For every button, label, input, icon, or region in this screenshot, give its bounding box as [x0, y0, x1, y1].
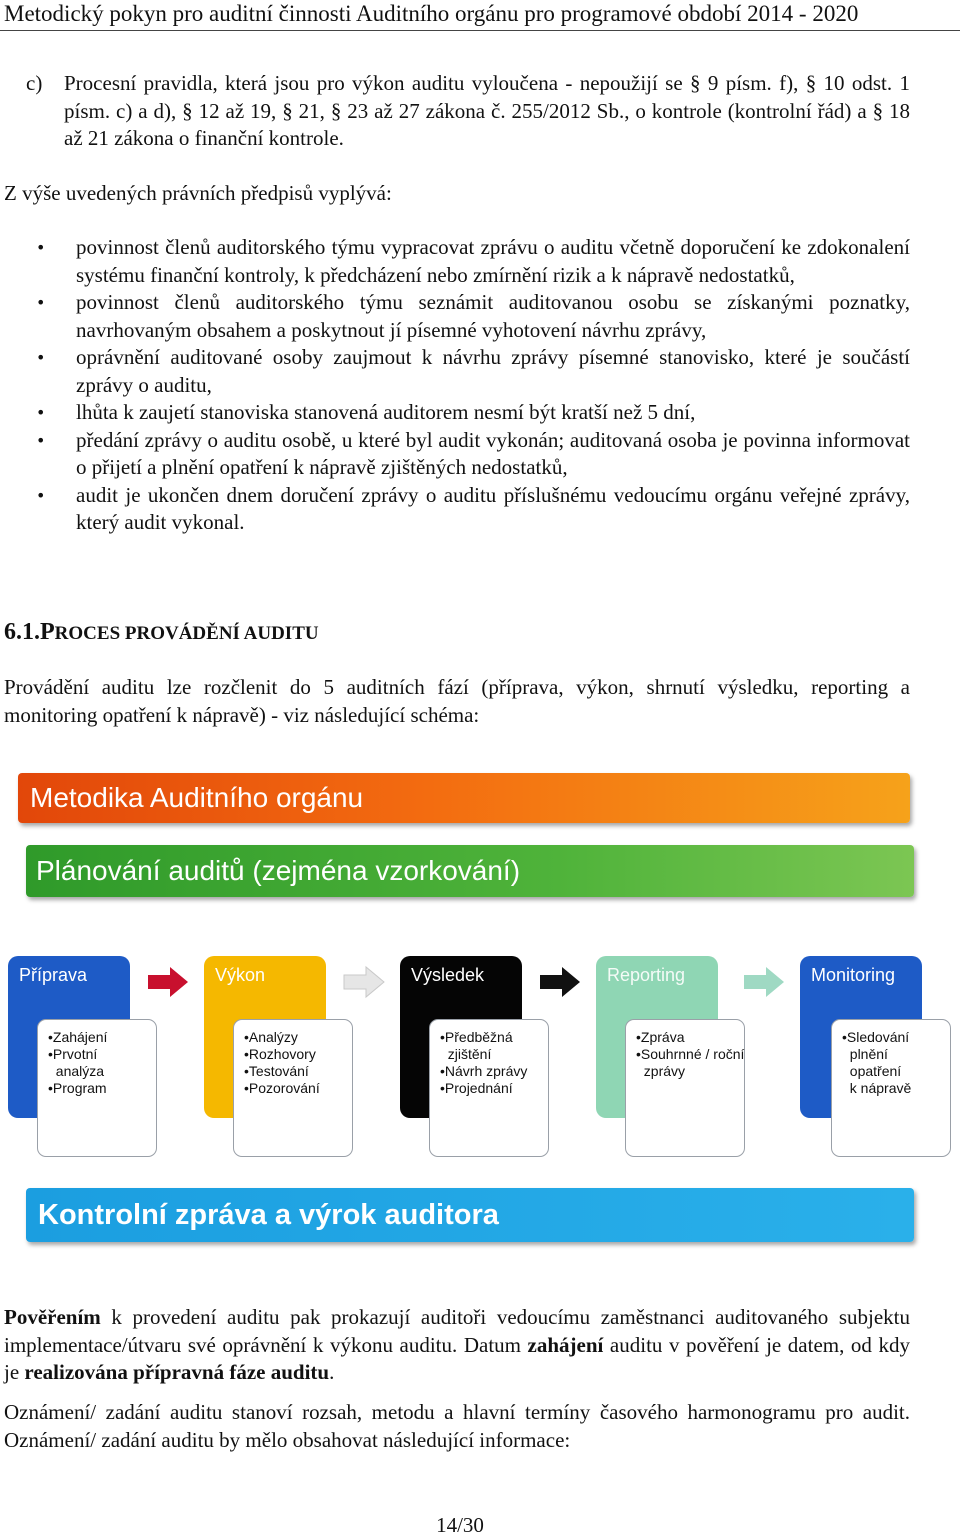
banner-planning — [26, 845, 914, 897]
intro-paragraph: Z výše uvedených právních předpisů vyplývá: — [4, 181, 392, 205]
bullet-icon: • — [36, 485, 46, 505]
header-title: Metodický pokyn pro auditní činnosti Auditního orgánu pro programové období 2014 - 2020 — [4, 1, 859, 26]
item-label: c) — [26, 71, 43, 95]
section-title-rest: ROCES PROVÁDĚNÍ AUDITU — [54, 623, 319, 644]
list-item — [0, 482, 910, 537]
bold-term: Pověřením — [4, 1305, 101, 1329]
bold-term: realizována přípravná fáze auditu — [24, 1360, 330, 1384]
list-item-text: lhůta k zaujetí stanoviska stanovená auditorem nesmí být kratší než 5 dní, — [76, 400, 696, 424]
phase-detail-item: analýza — [48, 1063, 105, 1079]
phase-detail-item: •Zpráva — [636, 1029, 685, 1045]
banner-report — [26, 1188, 914, 1242]
phase-detail-item: •Souhrnné / roční — [636, 1046, 745, 1062]
page-header — [0, 0, 960, 31]
bullet-icon: • — [36, 403, 46, 422]
phase-detail-monitoring — [831, 1019, 951, 1157]
procedure-item-c — [26, 70, 910, 153]
list-item — [0, 289, 910, 344]
phase-title: Příprava — [19, 965, 88, 985]
banner-report-label: Kontrolní zpráva a výrok auditora — [38, 1198, 499, 1231]
phase-detail-item: •Projednání — [440, 1080, 513, 1096]
arrow-right-icon — [146, 965, 190, 999]
phase-detail-item: •Předběžná — [440, 1029, 513, 1045]
phase-detail-item: •Prvotní — [48, 1046, 98, 1062]
list-item — [0, 399, 910, 427]
phase-title: Monitoring — [811, 965, 896, 985]
phase-title: Výkon — [215, 965, 266, 985]
phase-detail-priprava — [37, 1019, 157, 1157]
list-item — [0, 427, 910, 482]
phase-detail-item: •Zahájení — [48, 1029, 108, 1045]
phase-detail-item: opatření — [842, 1063, 902, 1079]
banner-planning-label: Plánování auditů (zejména vzorkování) — [36, 855, 521, 886]
phase-detail-vykon — [233, 1019, 353, 1157]
banner-methodology — [18, 773, 910, 823]
phase-detail-reporting — [625, 1019, 745, 1157]
phase-detail-item: k nápravě — [842, 1080, 912, 1096]
item-text: Procesní pravidla, která jsou pro výkon auditu vyloučena - nepoužijí se § 9 písm. f), § 10 odst. 1 písm. c) a d), § 12 až 19, § 21, § 23 až 27 zákona č. 255/2012 Sb., o kontrole (kontrolní řád) a § 18 až 21 zákona o finanční kontrole. — [64, 71, 910, 150]
phase-detail-item: zjištění — [440, 1046, 492, 1062]
phase-detail-item: •Analýzy — [244, 1029, 298, 1045]
phase-detail-vysledek — [429, 1019, 549, 1157]
section-title-initial: P — [40, 619, 55, 645]
phase-detail-item: •Návrh zprávy — [440, 1063, 528, 1079]
page-number: 14/30 — [436, 1513, 484, 1537]
phase-title: Výsledek — [411, 965, 485, 985]
bold-term: zahájení — [527, 1332, 604, 1357]
phase-detail-item: •Rozhovory — [244, 1046, 316, 1062]
list-item — [0, 234, 910, 289]
list-item-text: povinnost členů auditorského týmu vypracovat zprávu o auditu včetně doporučení ke zdokonalení systému finanční kontroly, k předcházení nebo zmírnění rizik a k nápravě nedostatků, — [76, 235, 910, 287]
text-run: k provedení auditu pak prokazují auditoři vedoucímu zaměstnanci auditovaného subjektu implementace/útvaru své oprávnění k výkonu auditu. Datum — [4, 1305, 910, 1357]
list-item-text: audit je ukončen dnem doručení zprávy o auditu příslušnému vedoucímu orgánu veřejné zprávy, který audit vykonal. — [76, 482, 910, 534]
notification-paragraph: Oznámení/ zadání auditu stanoví rozsah, metodu a hlavní termíny časového harmonogramu pro audit. Oznámení/ zadání auditu by mělo obsahovat následující informace: — [4, 1400, 910, 1452]
phase-detail-item: •Testování — [244, 1063, 309, 1079]
bullet-icon: • — [36, 293, 46, 312]
text-run: . — [329, 1360, 335, 1384]
section-number: 6.1. — [4, 619, 40, 645]
arrow-right-icon — [742, 965, 786, 999]
arrow-right-icon — [538, 965, 582, 999]
bullet-icon: • — [36, 348, 46, 367]
bullet-icon: • — [36, 238, 46, 257]
list-item-text: oprávnění auditované osoby zaujmout k návrhu zprávy písemné stanovisko, které je součástí zprávy o auditu, — [76, 345, 910, 397]
banner-methodology-label: Metodika Auditního orgánu — [30, 782, 364, 813]
phase-detail-item: •Program — [48, 1080, 107, 1096]
section-heading — [4, 617, 319, 649]
phase-detail-item: •Sledování — [842, 1029, 910, 1045]
phase-detail-item: zprávy — [636, 1063, 686, 1079]
text-run: auditu v pověření je datem, od kdy je — [4, 1332, 910, 1384]
list-item — [0, 344, 910, 399]
list-item-text: povinnost členů auditorského týmu seznámit auditovanou osobu se získanými poznatky, navrhovaným obsahem a poskytnout jí písemné vyhotovení návrhu zprávy, — [76, 290, 910, 342]
phase-detail-item: •Pozorování — [244, 1080, 320, 1096]
bullet-icon: • — [36, 430, 46, 450]
duties-list — [0, 234, 910, 537]
phases-paragraph: Provádění auditu lze rozčlenit do 5 auditních fází (příprava, výkon, shrnutí výsledku, reporting a monitoring opatření k nápravě) - viz následující schéma: — [4, 675, 910, 727]
phase-detail-item: plnění — [842, 1046, 888, 1062]
authorization-paragraph — [4, 1304, 910, 1387]
phase-title: Reporting — [607, 965, 686, 985]
list-item-text: předání zprávy o auditu osobě, u které byl audit vykonán; auditovaná osoba je povinna informovat o přijetí a plnění opatření k nápravě zjištěných nedostatků, — [76, 427, 910, 479]
arrow-right-icon — [342, 965, 386, 999]
